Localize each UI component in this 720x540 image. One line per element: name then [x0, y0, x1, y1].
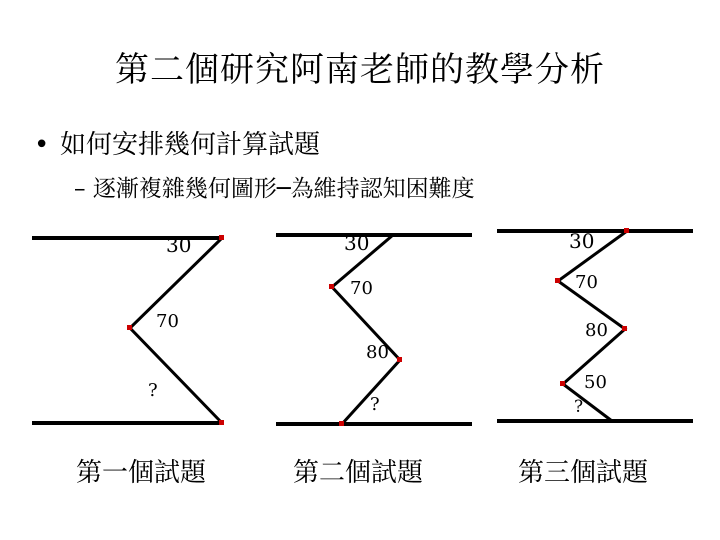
figure-2-vertex-dot [329, 284, 334, 289]
figure-2-angle-label: 70 [350, 278, 373, 299]
figure-2-angle-label: 30 [344, 231, 370, 255]
figure-2-angle-label: ? [370, 394, 380, 415]
figure-2-zigzag [332, 235, 400, 424]
figure-3-vertex-dot [560, 381, 565, 386]
figure-3-angle-label: ? [574, 397, 584, 417]
figure-1 [32, 235, 224, 425]
figure-1-vertex-dot [127, 325, 132, 330]
bullet-text: 如何安排幾何計算試題 [60, 130, 321, 160]
figure-2-angle-label: 80 [366, 342, 389, 363]
figure-2-caption: 第二個試題 [292, 458, 423, 488]
figure-1-angle-label: 70 [156, 311, 179, 332]
figure-3-angle-label: 30 [569, 229, 595, 253]
figure-2-vertex-dot [397, 357, 402, 362]
figure-1-vertex-dot [219, 235, 224, 240]
figure-1-caption: 第一個試題 [75, 458, 206, 488]
slide-title: 第二個研究阿南老師的教學分析 [115, 50, 605, 90]
bullet-marker: • [34, 130, 50, 160]
figure-3-vertex-dot [624, 228, 629, 233]
figure-3-caption: 第三個試題 [517, 458, 648, 488]
figure-3-vertex-dot [622, 326, 627, 331]
figure-1-angle-label: 30 [166, 233, 192, 257]
figure-2-vertex-dot [339, 421, 344, 426]
sub-bullet-marker: – [74, 176, 86, 202]
figure-3-angle-label: 80 [585, 320, 608, 341]
figure-3-angle-label: 70 [575, 272, 598, 293]
figure-3-vertex-dot [555, 278, 560, 283]
sub-bullet-text: 逐漸複雜幾何圖形─為維持認知困難度 [92, 176, 475, 202]
figure-3-angle-label: 50 [584, 372, 607, 393]
figure-1-angle-label: ? [148, 380, 158, 401]
figure-1-vertex-dot [219, 420, 224, 425]
